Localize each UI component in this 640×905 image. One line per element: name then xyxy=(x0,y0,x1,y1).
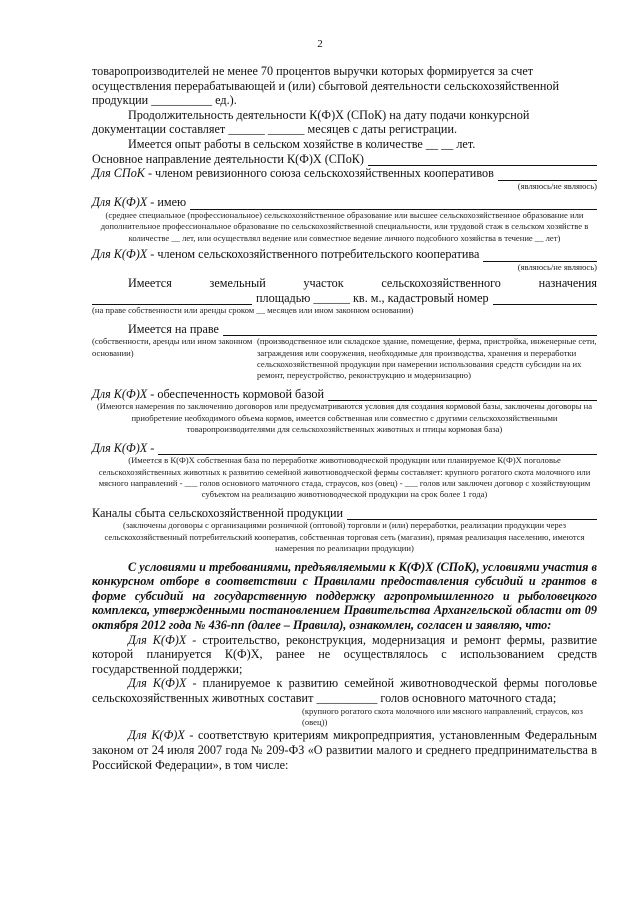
hint-note: (среднее специальное (профессиональное) сельскохозяйственное образование или высшее сельскохозяйственное образование или дополнительное профессиональное образование по сельскохозяйственной специальности, или трудовой стаж в сельском хозяйстве в количестве __ лет, или осуществлял ведение или совместное ведение личного подсобного хозяйства в течение __ лет) xyxy=(100,209,589,243)
land-area-label: площадью ______ кв. м., кадастровый номер xyxy=(256,290,489,305)
coop-member-label: - членом сельскохозяйственного потребительского кооператива xyxy=(147,246,480,261)
kfh-prefix: Для К(Ф)Х xyxy=(92,440,148,455)
declaration-item-1: Для К(Ф)Х - строительство, реконструкция, модернизация и ремонт фермы, развитие которой планируется К(Ф)Х, ранее не осуществлялось с использованием средств государственной поддержки; xyxy=(92,632,597,676)
hint-note: (на праве собственности или аренды сроком __ месяцев или ином законном основании) xyxy=(92,305,414,316)
text-line: осуществления перерабатывающей и (или) сбытовой деятельности сельскохозяйственной xyxy=(92,78,560,93)
text-line: документации составляет ______ ______ месяцев с даты регистрации. xyxy=(92,122,458,137)
main-activity-row xyxy=(92,152,597,167)
hint-note: (являюсь/не являюсь) xyxy=(517,180,597,191)
spok-union-row xyxy=(92,166,597,181)
property-label: Имеется на праве xyxy=(128,321,219,336)
sales-channels-label: Каналы сбыта сельскохозяйственной продукции xyxy=(92,505,344,520)
coop-member-row xyxy=(92,247,597,262)
spok-union-field[interactable] xyxy=(498,169,597,181)
text-line: Имеется опыт работы в сельском хозяйстве в количестве __ __ лет. xyxy=(128,136,476,151)
land-area-row xyxy=(92,291,597,306)
hint-note: (крупного рогатого скота молочного или мясного направлений, страусов, коз (овец)) xyxy=(302,705,583,727)
declaration-item-3: Для К(Ф)Х - соответствую критериям микропредприятия, установленным Федеральным законом от 24 июля 2007 года № 209-ФЗ «О развитии малого и среднего предпринимательства в Российской Федерации», в том числе: xyxy=(92,728,597,772)
education-label: - имею xyxy=(147,195,187,210)
form-body xyxy=(92,64,597,772)
hint-note: (заключены договоры с организациями розничной (оптовой) торговли и (или) переработки, реализации продукции через сельскохозяйственный потребительский кооператив, собственная торговая сеть (магазин), прямая реализация населению, имеются намерения по реализации продукции) xyxy=(104,520,585,554)
text-line: товаропроизводителей не менее 70 процентов выручки которых формируется за счет xyxy=(92,64,534,78)
processing-base-field[interactable] xyxy=(158,443,597,455)
land-plot-line: Имеется земельный участок сельскохозяйственного назначения xyxy=(128,275,597,290)
property-row xyxy=(92,322,597,337)
main-activity-label: Основное направление деятельности К(Ф)Х (СПоК) xyxy=(92,151,364,166)
property-hint xyxy=(92,336,597,382)
spok-prefix: Для СПоК xyxy=(92,166,145,181)
feed-base-row xyxy=(92,387,597,402)
sales-channels-row xyxy=(92,506,597,521)
education-field[interactable] xyxy=(190,198,597,210)
feed-base-label: - обеспеченность кормовой базой xyxy=(147,386,325,401)
feed-base-field[interactable] xyxy=(328,389,597,401)
declaration-item-2: Для К(Ф)Х - планируемое к развитию семейной животноводческой фермы поголовье сельскохозяйственных животных составит __________ голов основного маточного стада; xyxy=(92,676,597,705)
hint-note: (являюсь/не являюсь) xyxy=(517,261,597,272)
hint-note: (собственности, аренды или ином законном основании) xyxy=(92,336,253,358)
hint-note: (Имеется в К(Ф)Х собственная база по переработке животноводческой продукции или планируемое К(Ф)Х поголовье сельскохозяйственных животных к развитию семейной животноводческой фермы составляет: крупного рогатого скота молочного или мясного направлений - ___ голов основного маточного стада, страусов, коз (овец) - ___ голов или заключен договор с хозяйствующим субъектом на реализацию животноводческой продукции на срок более 1 года) xyxy=(98,455,591,500)
education-row xyxy=(92,195,597,210)
text-line: продукции __________ ед.). xyxy=(92,93,237,108)
hint-note: (Имеются намерения по заключению договоров или предусматриваются условия для создания кормовой базы, заключены договоры на приобретение необходимого объема кормов, имеется собственная или совместно с другими сельскохозяйственными товаропроизводителями для сельскохозяйственных животных и птицы кормовая база) xyxy=(96,401,593,435)
kfh-prefix: Для К(Ф)Х xyxy=(92,246,148,261)
processing-base-label: - xyxy=(147,440,155,455)
property-field[interactable] xyxy=(223,324,597,336)
cadastral-number-field[interactable] xyxy=(493,293,597,305)
text-line: Продолжительность деятельности К(Ф)Х (СПоК) на дату подачи конкурсной xyxy=(128,107,530,122)
main-activity-field[interactable] xyxy=(368,154,597,166)
land-basis-field[interactable] xyxy=(92,293,252,305)
coop-member-field[interactable] xyxy=(483,250,597,262)
sales-channels-field[interactable] xyxy=(347,508,597,520)
kfh-prefix: Для К(Ф)Х xyxy=(92,195,148,210)
declaration-paragraph: С условиями и требованиями, предъявляемыми к К(Ф)Х (СПоК), условиями участия в конкурсном отборе в соответствии с Правилами предоставления субсидий и грантов в форме субсидий на государственную поддержку агропромышленного и рыболовецкого комплекса, утвержденными постановлением Правительства Архангельской области от 09 октября 2012 года № 436-пп (далее – Правила), ознакомлен, согласен и заявляю, что: xyxy=(92,559,597,632)
spok-union-label: - членом ревизионного союза сельскохозяйственных кооперативов xyxy=(144,166,494,181)
page-number: 2 xyxy=(317,38,323,50)
hint-note: (производственное или складское здание, помещение, ферма, пристройка, инженерные сети, заграждения или сооружения, необходимые для производства, хранения и переработки сельскохозяйственной продукции при намерении использования средств субсидии на их ремонт, переустройство, реконструкцию и модернизацию) xyxy=(257,336,597,381)
kfh-prefix: Для К(Ф)Х xyxy=(92,386,148,401)
processing-base-row xyxy=(92,441,597,456)
